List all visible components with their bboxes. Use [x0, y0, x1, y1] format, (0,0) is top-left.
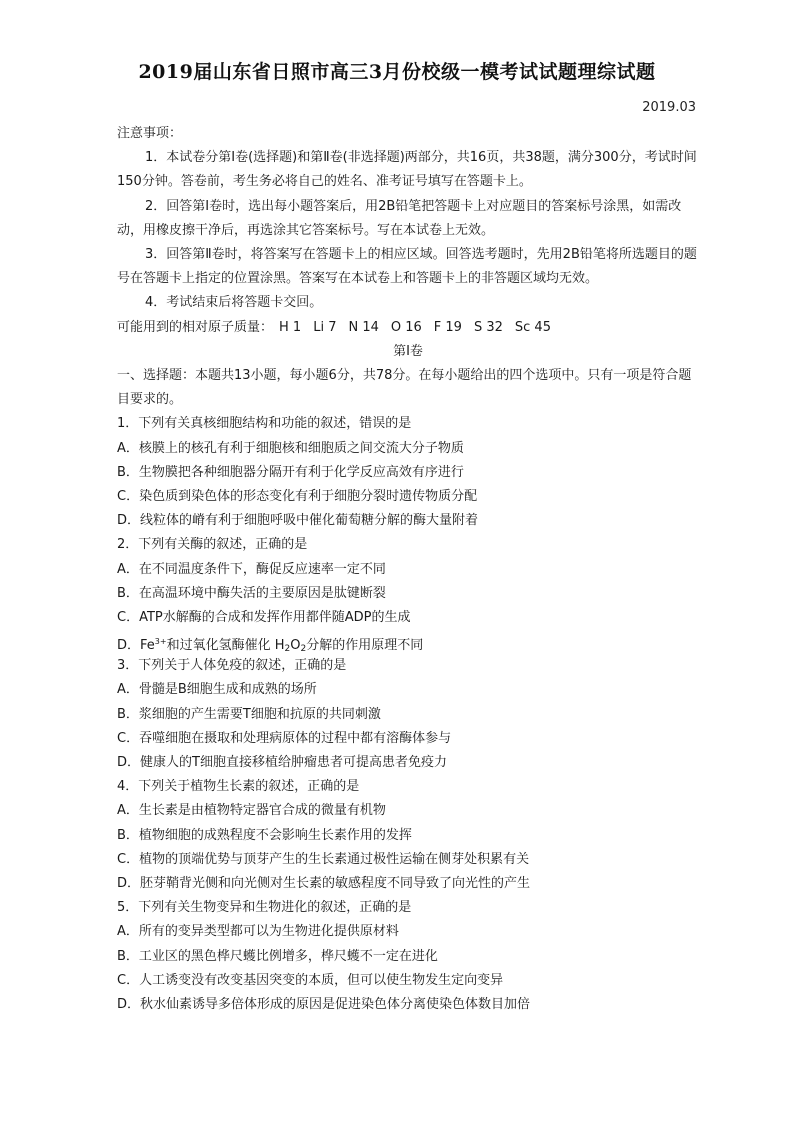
notice-item-1: 1．本试卷分第Ⅰ卷(选择题)和第Ⅱ卷(非选择题)两部分，共16页，共38题，满分300分，考试时间150分钟。答卷前，考生务必将自己的姓名、准考证号填写在答题卡上。	[117, 150, 697, 190]
notice-item-2: 2．回答第Ⅰ卷时，选出每小题答案后，用2B铅笔把答题卡上对应题目的答案标号涂黑，如需改动，用橡皮擦干净后，再选涂其它答案标号。写在本试卷上无效。	[117, 198, 682, 238]
question-1-option-c: C．染色质到染色体的形态变化有利于细胞分裂时遗传物质分配	[117, 488, 478, 504]
atomic-masses	[117, 316, 699, 340]
mass-o: O 16	[390, 319, 422, 335]
page-title: 2019届山东省日照市高三3月份校级一模考试试题理综试题	[138, 61, 656, 83]
question-4-stem: 4．下列关于植物生长素的叙述，正确的是	[117, 779, 360, 795]
question-1-option-b: B．生物膜把各种细胞器分隔开有利于化学反应高效有序进行	[117, 464, 464, 480]
question-1-option-d: D．线粒体的嵴有利于细胞呼吸中催化葡萄糖分解的酶大量附着	[117, 513, 479, 529]
part-heading: 第Ⅰ卷	[393, 343, 423, 359]
question-4-option-a: A．生长素是由植物特定器官合成的微量有机物	[117, 803, 386, 819]
question-5-option-c: C．人工诱变没有改变基因突变的本质，但可以使生物发生定向变异	[117, 972, 504, 988]
question-4-option-c: C．植物的顶端优势与顶芽产生的生长素通过极性运输在侧芽处积累有关	[117, 851, 530, 867]
question-2-option-d: D．$Fe^{3+}$和过氧化氢酶催化 $H_2O_2$分解的作用原理不同	[117, 637, 424, 655]
atomic-masses-label: 可能用到的相对原子质量：	[117, 319, 274, 335]
question-2-option-c: C．ATP水解酶的合成和发挥作用都伴随ADP的生成	[117, 609, 411, 625]
question-3-option-c: C．吞噬细胞在摄取和处理病原体的过程中都有溶酶体参与	[117, 730, 452, 746]
question-1-option-a: A．核膜上的核孔有利于细胞核和细胞质之间交流大分子物质	[117, 440, 464, 456]
question-5-stem: 5．下列有关生物变异和生物进化的叙述，正确的是	[117, 900, 412, 916]
mass-f: F 19	[433, 319, 462, 335]
notice-heading: 注意事项：	[117, 126, 183, 141]
mass-n: N 14	[348, 319, 379, 335]
question-5-option-d: D．秋水仙素诱导多倍体形成的原因是促进染色体分离使染色体数目加倍	[117, 996, 531, 1012]
question-3-option-d: D．健康人的T细胞直接移植给肿瘤患者可提高患者免疫力	[117, 755, 447, 770]
question-3-option-a: A．骨髓是B细胞生成和成熟的场所	[117, 682, 317, 698]
question-3-option-b: B．浆细胞的产生需要T细胞和抗原的共同刺激	[117, 706, 381, 722]
mass-li: Li 7	[313, 319, 337, 335]
exam-date: 2019.03	[642, 100, 696, 115]
mass-h: H 1	[279, 319, 302, 335]
question-5-option-b: B．工业区的黑色桦尺蠖比例增多，桦尺蠖不一定在进化	[117, 948, 438, 964]
question-4-option-d: D．胚芽鞘背光侧和向光侧对生长素的敏感程度不同导致了向光性的产生	[117, 875, 531, 891]
question-2-option-b: B．在高温环境中酶失活的主要原因是肽键断裂	[117, 585, 386, 601]
question-3-stem: 3．下列关于人体免疫的叙述，正确的是	[117, 658, 347, 674]
question-1-stem: 1．下列有关真核细胞结构和功能的叙述，错误的是	[117, 416, 412, 432]
mass-sc: Sc 45	[514, 319, 551, 335]
notice-item-3: 3．回答第Ⅱ卷时，将答案写在答题卡上的相应区域。回答选考题时，先用2B铅笔将所选题目的题号在答题卡上指定的位置涂黑。答案写在本试卷上和答题卡上的非答题区域均无效。	[117, 247, 697, 287]
question-4-option-b: B．植物细胞的成熟程度不会影响生长素作用的发挥	[117, 827, 412, 843]
question-2-stem: 2．下列有关酶的叙述，正确的是	[117, 537, 308, 553]
mass-s: S 32	[473, 319, 503, 335]
notice-item-4: 4．考试结束后将答题卡交回。	[145, 295, 323, 311]
document-body	[117, 122, 699, 1017]
question-5-option-a: A．所有的变异类型都可以为生物进化提供原材料	[117, 924, 399, 940]
question-2-option-a: A．在不同温度条件下，酶促反应速率一定不同	[117, 561, 386, 577]
section-intro: 一、选择题：本题共13小题，每小题6分，共78分。在每小题给出的四个选项中。只有一项是符合题目要求的。	[117, 367, 692, 408]
